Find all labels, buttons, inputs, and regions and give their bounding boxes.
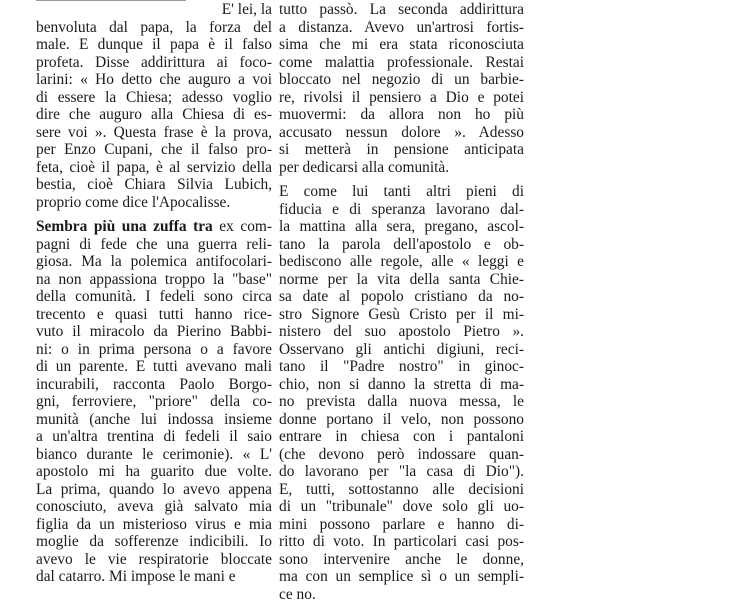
text-line: bloccato nel negozio di un barbie- [279, 71, 524, 89]
text-line: sa date al popolo cristiano da no- [279, 288, 524, 306]
text-line: fiducia e di speranza lavorano dal- [279, 201, 524, 219]
text-line: feta, cioè il papa, è al servizio della [36, 159, 272, 177]
text-line: proprio come dice l'Apocalisse. [36, 194, 272, 212]
text-line: a distanza. Avevo un'artrosi fortis- [279, 19, 524, 37]
text-line: ritto di voto. In particolari casi pos- [279, 533, 524, 551]
article-column-right [279, 1, 524, 603]
text-line: tano la parola dell'apostolo e ob- [279, 236, 524, 254]
text-line: no prevista dalla nuova messa, le [279, 393, 524, 411]
text-line: na non appassiona troppo la "base" [36, 271, 272, 289]
text-line: vuto il miracolo da Pierino Babbi- [36, 323, 272, 341]
text-line: tano il "Padre nostro" in ginoc- [279, 358, 524, 376]
text-line: di essere la Chiesa; adesso voglio [36, 89, 272, 107]
text-line: moglie da sofferenze indicibili. Io [36, 533, 272, 551]
text-line: E' lei, la [36, 1, 272, 19]
text-line: dire che auguro alla Chiesa di es- [36, 106, 272, 124]
text-line: gni, ferroviere, "priore" della co- [36, 393, 272, 411]
text-line: dal catarro. Mi impose le mani e [36, 568, 272, 586]
text-line: ce no. [279, 586, 524, 603]
text-line: Osservano gli antichi digiuni, reci- [279, 341, 524, 359]
text-line: avevo le vie respiratorie bloccate [36, 551, 272, 569]
text-line: re, rivolsi il pensiero a Dio e potei [279, 89, 524, 107]
text-line: di un parente. E tutti avevano mali [36, 358, 272, 376]
text-line: ni: o in prima persona o a favore [36, 341, 272, 359]
text-line: di un "tribunale" dove solo gli uo- [279, 498, 524, 516]
text-line: tutto passò. La seconda addirittura [279, 1, 524, 19]
text-line: apostolo mi ha guarito due volte. [36, 463, 272, 481]
paragraph-lead-in: Sembra più una zuffa tra [36, 218, 213, 235]
text-line: accusato nessun dolore ». Adesso [279, 124, 524, 142]
text-line: bestia, cioè Chiara Silvia Lubich, [36, 176, 272, 194]
paragraph-community-rules [279, 183, 524, 603]
text-line: la mattina alla sera, pregano, ascol- [279, 218, 524, 236]
text-line: mini possono parlare e hanno di- [279, 516, 524, 534]
paragraph-zuffa [36, 218, 272, 586]
text-line: sima che mi era stata riconosciuta [279, 36, 524, 54]
text-line: sono intervenire anche le donne, [279, 551, 524, 569]
text-line: E come lui tanti altri pieni di [279, 183, 524, 201]
text-line: della comunità. I fedeli sono circa [36, 288, 272, 306]
text-line: larini: « Ho detto che auguro a voi [36, 71, 272, 89]
text-line [36, 218, 272, 236]
text-line: pagni di fede che una guerra reli- [36, 236, 272, 254]
text-line: giosa. Ma la polemica antifocolari- [36, 253, 272, 271]
text-line: benvoluta dal papa, la forza del [36, 19, 272, 37]
text-line: figlia da un misterioso virus e mia [36, 516, 272, 534]
paragraph-gap [36, 211, 272, 218]
text-line: stro Signore Gesù Cristo per il mi- [279, 306, 524, 324]
text-line: norme per la vita della santa Chie- [279, 271, 524, 289]
text-line: sere voi ». Questa frase è la prova, [36, 124, 272, 142]
text-line: entrare in chiesa con i pantaloni [279, 428, 524, 446]
text-line: bediscono alle regole, alle « leggi e [279, 253, 524, 271]
paragraph-focolarini [36, 1, 272, 211]
text-line: incurabili, racconta Paolo Borgo- [36, 376, 272, 394]
text-line: donne portano il velo, non possono [279, 411, 524, 429]
text-line: nistero del suo apostolo Pietro ». [279, 323, 524, 341]
text-line: si metterà in pensione anticipata [279, 141, 524, 159]
text-line: conosciuto, aveva già salvato mia [36, 498, 272, 516]
text-line: profeta. Disse addirittura ai foco- [36, 54, 272, 72]
text-line: E, tutti, sottostanno alle decisioni [279, 481, 524, 499]
paragraph-gap [279, 176, 524, 183]
lead-line-rest: ex com- [213, 218, 272, 235]
text-line: muovermi: da allora non ho più [279, 106, 524, 124]
text-line: per Enzo Cupani, che il falso pro- [36, 141, 272, 159]
text-line: per dedicarsi alla comunità. [279, 159, 524, 177]
text-line: ma con un semplice sì o un sempli- [279, 568, 524, 586]
text-line: do lavorano per "la casa di Dio"). [279, 463, 524, 481]
text-line: bianco durante le cerimonie). « L' [36, 446, 272, 464]
text-line: munità (anche lui indossa insieme [36, 411, 272, 429]
text-line: come malattia professionale. Restai [279, 54, 524, 72]
paragraph-miracle [279, 1, 524, 176]
text-line: male. E dunque il papa è il falso [36, 36, 272, 54]
text-line: (che devono però indossare quan- [279, 446, 524, 464]
article-column-left [36, 1, 272, 586]
text-line: trecento e quasi tutti hanno rice- [36, 306, 272, 324]
text-line: chio, non si danno la stretta di ma- [279, 376, 524, 394]
text-line: La prima, quando lo avevo appena [36, 481, 272, 499]
text-line: a un'altra trentina di fedeli il saio [36, 428, 272, 446]
